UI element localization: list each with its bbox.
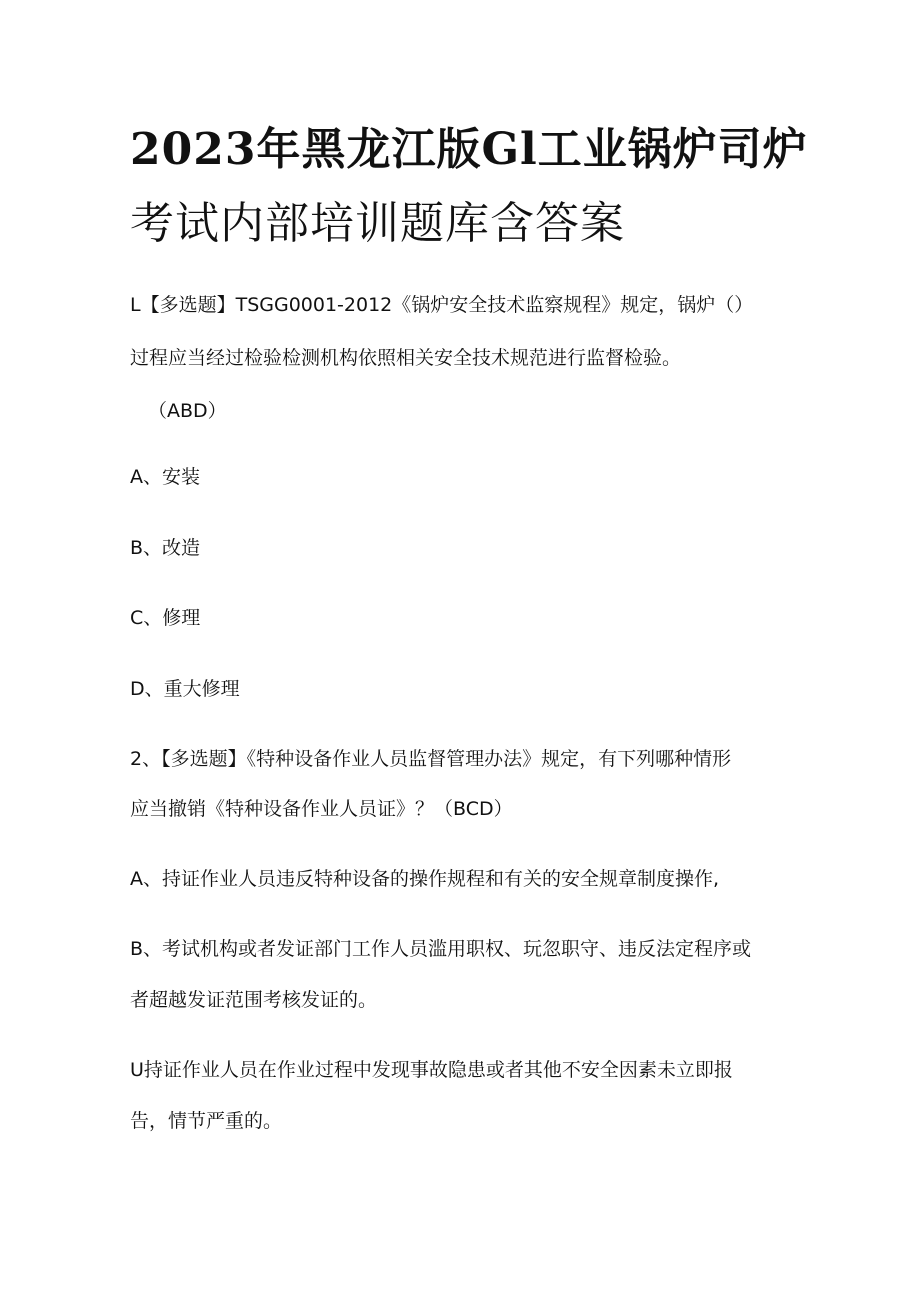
- question-2-stem-line-2: 应当撤销《特种设备作业人员证》？（BCD）: [130, 798, 513, 820]
- question-2-stem-line-1: 2、【多选题】《特种设备作业人员监督管理办法》规定，有下列哪种情形: [130, 748, 732, 770]
- question-1-answer: （ABD）: [148, 400, 227, 422]
- question-1-option-b: B、改造: [130, 537, 201, 559]
- page-title-line-2: 考试内部培训题库含答案: [130, 198, 625, 249]
- question-1-option-a: A、安装: [130, 466, 200, 488]
- question-2-option-c-line-2: 告，情节严重的。: [130, 1110, 283, 1132]
- page-title-line-1: 2023年黑龙江版Gl工业锅炉司炉: [130, 124, 808, 175]
- question-1-option-c: C、修理: [130, 607, 201, 629]
- question-2-option-b-line-1: B、考试机构或者发证部门工作人员滥用职权、玩忽职守、违反法定程序或: [130, 938, 752, 960]
- question-1-stem-line-2: 过程应当经过检验检测机构依照相关安全技术规范进行监督检验。: [130, 347, 682, 369]
- question-1-option-d: D、重大修理: [130, 678, 240, 700]
- question-1-stem-line-1: L【多选题】TSGG0001-2012《锅炉安全技术监察规程》规定，锅炉（）: [130, 294, 754, 316]
- question-2-option-a: A、持证作业人员违反特种设备的操作规程和有关的安全规章制度操作,: [130, 868, 720, 890]
- question-2-option-c-line-1: U持证作业人员在作业过程中发现事故隐患或者其他不安全因素未立即报: [130, 1059, 733, 1081]
- question-2-option-b-line-2: 者超越发证范围考核发证的。: [130, 989, 378, 1011]
